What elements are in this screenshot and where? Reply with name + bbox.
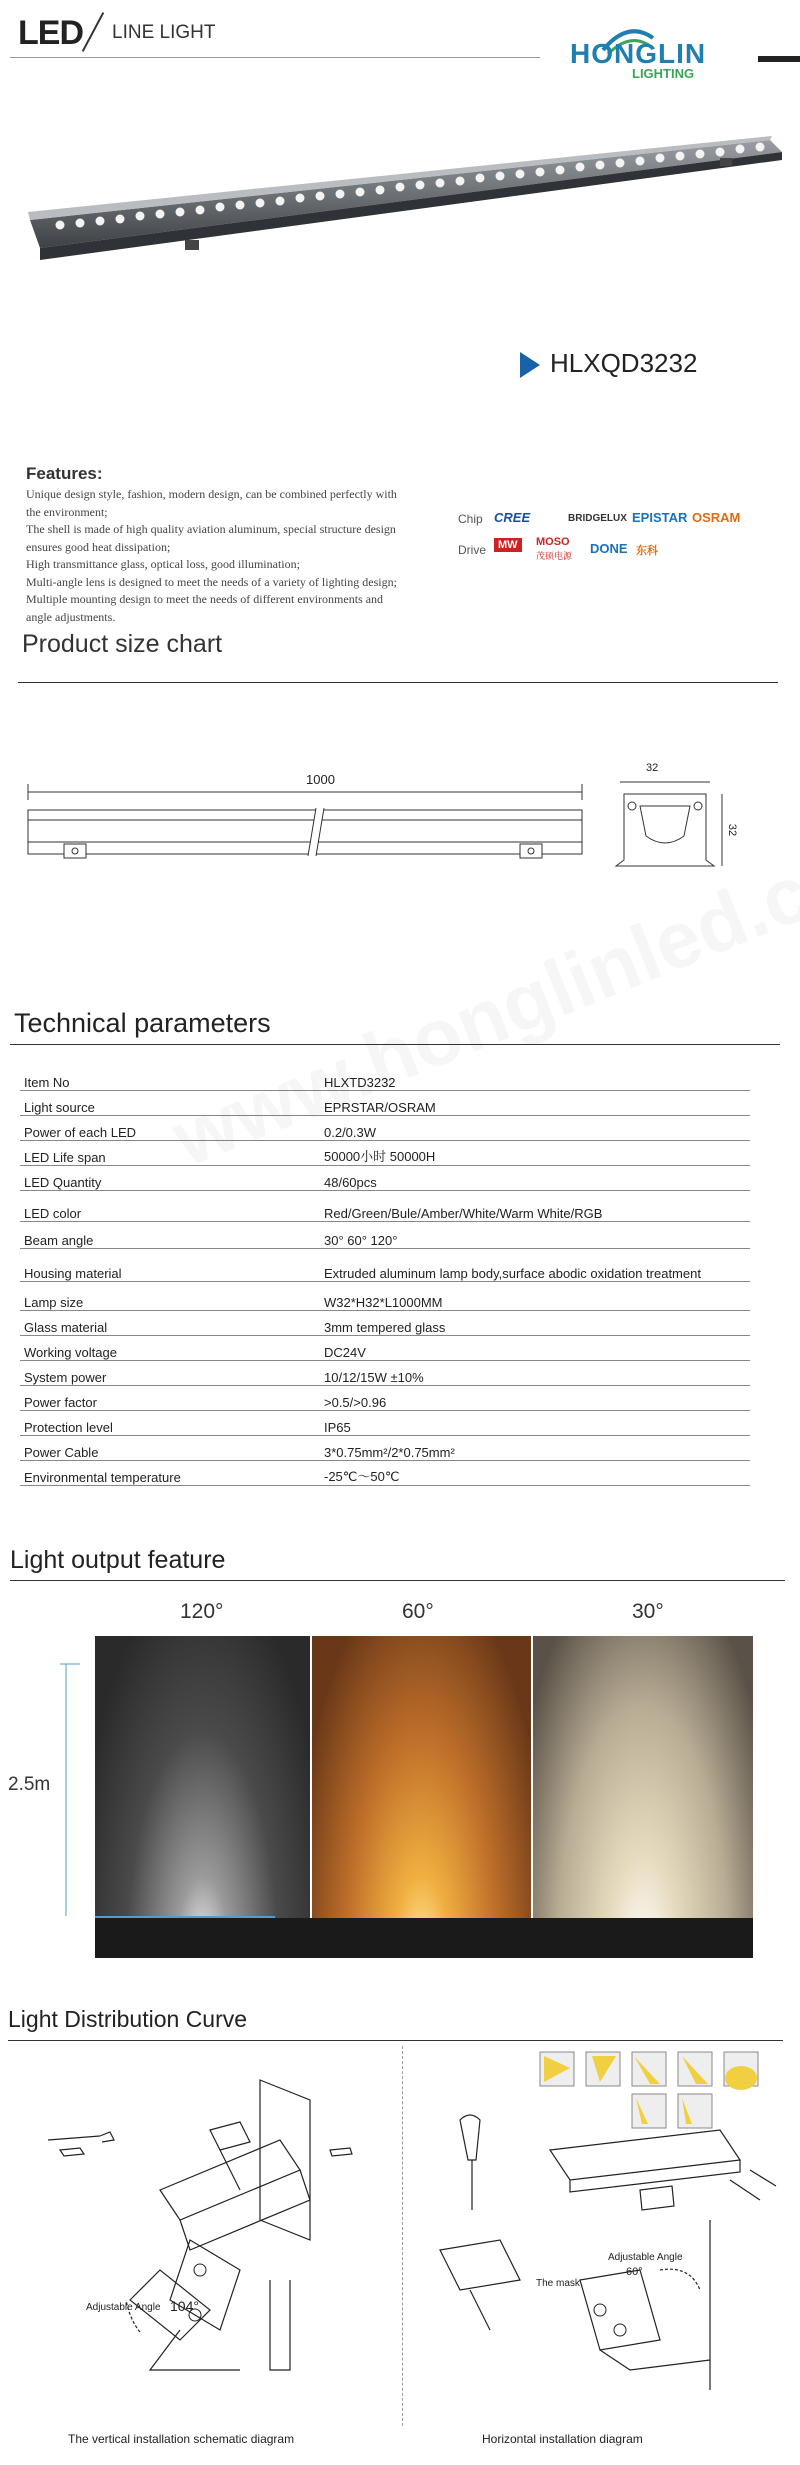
feature-line: The shell is made of high quality aviation aluminum, special structure design: [26, 522, 396, 536]
size-chart-title: Product size chart: [22, 630, 223, 658]
header-rule: [10, 57, 540, 58]
table-row: LED Quantity 48/60pcs: [20, 1166, 750, 1191]
tech-table: [20, 1066, 750, 1486]
adjust-angle-right-value: 60°: [626, 2266, 643, 2278]
brand-moso-cn: 茂硕电源: [536, 551, 573, 561]
beam-photo-120: [95, 1636, 310, 1958]
header-subtitle: LINE LIGHT: [112, 22, 216, 43]
product-photo: [20, 120, 790, 290]
table-row: Working voltage DC24V: [20, 1336, 750, 1361]
beam-photo-60: [312, 1636, 531, 1958]
brand-meanwell: MW: [494, 538, 522, 552]
feature-line: Unique design style, fashion, modern design, can be combined perfectly with: [26, 487, 397, 501]
feature-line: ensures good heat dissipation;: [26, 539, 171, 554]
brand-done: DONE: [590, 541, 628, 556]
header-slash-divider: [82, 12, 104, 52]
size-width-label: 32: [646, 762, 659, 774]
angle-label-60: 60°: [402, 1600, 434, 1623]
angle-label-120: 120°: [180, 1600, 224, 1623]
caption-vertical: The vertical installation schematic diagram: [68, 2432, 295, 2446]
brand-done-cn: 东科: [636, 545, 658, 557]
size-drawing: [20, 770, 760, 890]
header-led-title: LED: [18, 14, 83, 52]
features-list: [26, 486, 426, 626]
table-row: LED Life span 50000小时 50000H: [20, 1141, 750, 1166]
angle-label-30: 30°: [632, 1600, 664, 1623]
height-label: 2.5m: [8, 1774, 51, 1795]
mask-label: The mask: [536, 2278, 580, 2289]
light-output-title: Light output feature: [10, 1546, 226, 1574]
light-output-rule: [10, 1580, 785, 1581]
vertical-install-diagram: [40, 2070, 380, 2400]
adjust-angle-left-label: Adjustable Angle: [86, 2302, 161, 2313]
caption-horizontal: Horizontal installation diagram: [482, 2432, 643, 2446]
tech-rule: [10, 1044, 780, 1045]
drive-label: Drive: [458, 543, 487, 557]
adjust-angle-left-value: 104°: [170, 2298, 199, 2314]
horizontal-install-diagram: [420, 2050, 790, 2400]
feature-line: the environment;: [26, 504, 108, 519]
floor-marker: [95, 1916, 275, 1918]
logo-subtitle: LIGHTING: [632, 66, 695, 81]
table-row: Housing material Extruded aluminum lamp body,surface abodic oxidation treatment: [20, 1249, 750, 1282]
brand-moso: MOSO: [536, 536, 570, 548]
table-row: Glass material 3mm tempered glass: [20, 1311, 750, 1336]
adjust-angle-right-label: Adjustable Angle: [608, 2252, 683, 2263]
height-arrow: [60, 1660, 80, 1920]
table-row: Item No HLXTD3232: [20, 1066, 750, 1091]
floor-strip: [95, 1918, 753, 1958]
brand-osram: OSRAM: [692, 510, 741, 525]
table-row: Protection level IP65: [20, 1411, 750, 1436]
table-row: System power 10/12/15W ±10%: [20, 1361, 750, 1386]
table-row: Power factor >0.5/>0.96: [20, 1386, 750, 1411]
chip-label: Chip: [458, 512, 483, 526]
logo-name: HONGLIN: [570, 38, 707, 69]
header-accent-bar: [758, 56, 800, 62]
beam-photo-30: [533, 1636, 753, 1958]
table-row: Lamp size W32*H32*L1000MM: [20, 1282, 750, 1311]
feature-line: High transmittance glass, optical loss, good illumination;: [26, 557, 300, 571]
feature-line: Multiple mounting design to meet the needs of different environments and: [26, 592, 384, 606]
distribution-rule: [8, 2040, 783, 2041]
table-row: Light source EPRSTAR/OSRAM: [20, 1091, 750, 1116]
model-number: HLXQD3232: [550, 348, 698, 378]
distribution-title: Light Distribution Curve: [8, 2006, 248, 2032]
model-arrow-icon: [520, 352, 540, 378]
table-row: Power Cable 3*0.75mm²/2*0.75mm²: [20, 1436, 750, 1461]
table-row: Environmental temperature -25℃～50℃: [20, 1461, 750, 1486]
brand-bridgelux: BRIDGELUX: [568, 513, 627, 524]
table-row: LED color Red/Green/Bule/Amber/White/Warm White/RGB: [20, 1191, 750, 1222]
brand-epistar: EPISTAR: [632, 510, 688, 525]
size-length-label: 1000: [306, 772, 335, 787]
feature-line: Multi-angle lens is designed to meet the needs of a variety of lighting design;: [26, 574, 397, 589]
features-title: Features:: [26, 464, 103, 483]
size-height-label: 32: [726, 823, 739, 837]
tech-title: Technical parameters: [14, 1008, 271, 1038]
feature-line: angle adjustments.: [26, 609, 116, 624]
brand-cree: CREE: [494, 510, 531, 525]
table-row: Beam angle 30° 60° 120°: [20, 1222, 750, 1249]
distribution-divider: [402, 2046, 403, 2426]
size-chart-rule: [18, 682, 778, 683]
table-row: Power of each LED 0.2/0.3W: [20, 1116, 750, 1141]
